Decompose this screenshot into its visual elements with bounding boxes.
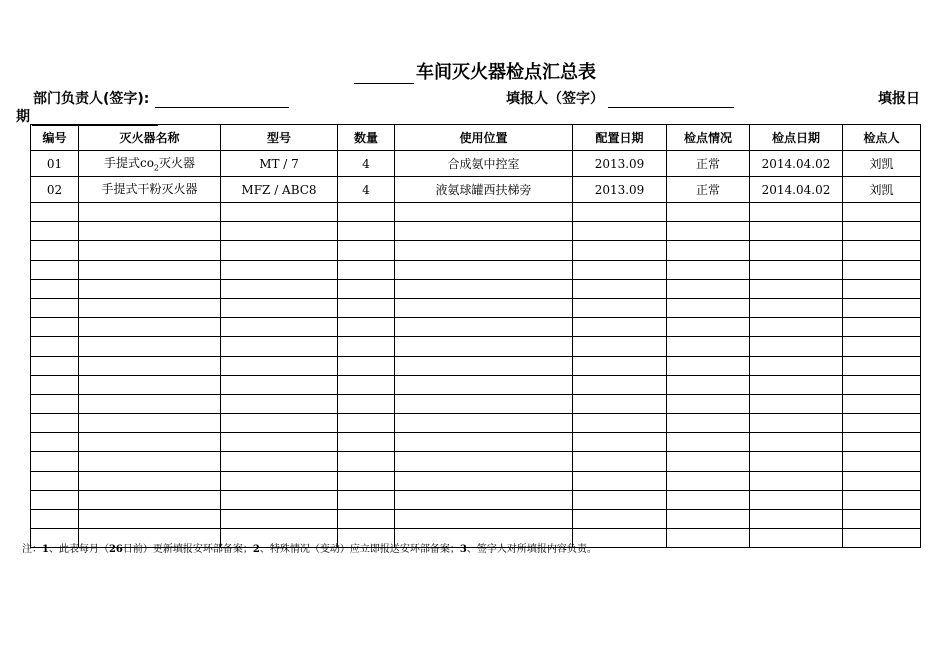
blank-cell[interactable] xyxy=(395,375,573,394)
col-header-model: 型号 xyxy=(221,125,338,151)
blank-cell[interactable] xyxy=(221,222,338,241)
blank-cell[interactable] xyxy=(573,375,667,394)
blank-cell[interactable] xyxy=(79,203,221,222)
blank-cell[interactable] xyxy=(395,298,573,317)
cell-model: MT / 7 xyxy=(221,151,338,177)
blank-cell[interactable] xyxy=(395,222,573,241)
blank-cell[interactable] xyxy=(750,394,843,413)
document-title xyxy=(0,58,950,84)
blank-cell[interactable] xyxy=(573,394,667,413)
blank-cell[interactable] xyxy=(843,222,921,241)
footnote-text-1: 、此表每月（ xyxy=(48,544,109,555)
blank-cell[interactable] xyxy=(79,375,221,394)
blank-cell[interactable] xyxy=(338,490,395,509)
title-text: 车间灭火器检点汇总表 xyxy=(416,62,596,83)
blank-cell[interactable] xyxy=(79,414,221,433)
blank-cell[interactable] xyxy=(31,510,79,529)
blank-cell[interactable] xyxy=(843,452,921,471)
title-blank-line xyxy=(354,65,414,84)
blank-cell[interactable] xyxy=(750,452,843,471)
filler-signature-line[interactable] xyxy=(608,93,734,108)
blank-cell[interactable] xyxy=(79,318,221,337)
blank-cell[interactable] xyxy=(667,490,750,509)
table-row-blank xyxy=(31,298,921,317)
blank-cell[interactable] xyxy=(338,433,395,452)
blank-cell[interactable] xyxy=(395,414,573,433)
cell-quantity: 4 xyxy=(338,151,395,177)
department-head-signature-line[interactable] xyxy=(155,93,289,108)
blank-cell[interactable] xyxy=(573,510,667,529)
blank-cell[interactable] xyxy=(843,490,921,509)
footnote-num-26: 26 xyxy=(108,544,123,555)
table-row-blank xyxy=(31,394,921,413)
blank-cell[interactable] xyxy=(31,433,79,452)
table-row-blank xyxy=(31,433,921,452)
table-row-blank xyxy=(31,222,921,241)
cell-name-suffix: 灭火器 xyxy=(159,156,196,171)
blank-cell[interactable] xyxy=(573,203,667,222)
filler-signature xyxy=(506,88,734,108)
blank-cell[interactable] xyxy=(31,490,79,509)
fill-date-label: 填报日 xyxy=(878,91,920,107)
blank-cell[interactable] xyxy=(79,452,221,471)
blank-cell[interactable] xyxy=(843,471,921,490)
blank-cell[interactable] xyxy=(843,203,921,222)
blank-cell[interactable] xyxy=(843,260,921,279)
cell-config-date: 2013.09 xyxy=(573,151,667,177)
table-row xyxy=(31,177,921,203)
blank-cell[interactable] xyxy=(667,298,750,317)
blank-cell[interactable] xyxy=(31,471,79,490)
blank-cell[interactable] xyxy=(221,203,338,222)
blank-cell[interactable] xyxy=(667,356,750,375)
fill-date-label-continued: 期 xyxy=(16,109,30,125)
blank-cell[interactable] xyxy=(573,433,667,452)
blank-cell[interactable] xyxy=(843,337,921,356)
blank-cell[interactable] xyxy=(395,203,573,222)
cell-model: MFZ / ABC8 xyxy=(221,177,338,203)
cell-inspector: 刘凯 xyxy=(843,151,921,177)
blank-cell[interactable] xyxy=(395,356,573,375)
blank-cell[interactable] xyxy=(573,414,667,433)
blank-cell[interactable] xyxy=(667,260,750,279)
blank-cell[interactable] xyxy=(843,356,921,375)
blank-cell[interactable] xyxy=(221,337,338,356)
blank-cell[interactable] xyxy=(667,203,750,222)
fire-extinguisher-table xyxy=(30,124,921,548)
blank-cell[interactable] xyxy=(573,356,667,375)
blank-cell[interactable] xyxy=(667,529,750,548)
blank-cell[interactable] xyxy=(338,222,395,241)
blank-cell[interactable] xyxy=(338,337,395,356)
blank-cell[interactable] xyxy=(79,433,221,452)
col-header-name: 灭火器名称 xyxy=(79,125,221,151)
cell-config-date: 2013.09 xyxy=(573,177,667,203)
blank-cell[interactable] xyxy=(395,318,573,337)
blank-cell[interactable] xyxy=(221,414,338,433)
blank-cell[interactable] xyxy=(573,241,667,260)
blank-cell[interactable] xyxy=(750,298,843,317)
col-header-location: 使用位置 xyxy=(395,125,573,151)
table-row-blank xyxy=(31,471,921,490)
blank-cell[interactable] xyxy=(573,337,667,356)
blank-cell[interactable] xyxy=(395,490,573,509)
col-header-id: 编号 xyxy=(31,125,79,151)
blank-cell[interactable] xyxy=(573,471,667,490)
cell-check-date: 2014.04.02 xyxy=(750,177,843,203)
table-row-blank xyxy=(31,510,921,529)
blank-cell[interactable] xyxy=(750,356,843,375)
col-header-check-status: 检点情况 xyxy=(667,125,750,151)
blank-cell[interactable] xyxy=(338,356,395,375)
blank-cell[interactable] xyxy=(843,394,921,413)
blank-cell[interactable] xyxy=(221,510,338,529)
blank-cell[interactable] xyxy=(573,279,667,298)
blank-cell[interactable] xyxy=(31,452,79,471)
blank-cell[interactable] xyxy=(79,490,221,509)
footnote-text-2: 日前）更新填报安环部备案； xyxy=(122,544,253,555)
blank-cell[interactable] xyxy=(750,433,843,452)
cell-check-date: 2014.04.02 xyxy=(750,151,843,177)
blank-cell[interactable] xyxy=(221,298,338,317)
blank-cell[interactable] xyxy=(750,529,843,548)
blank-cell[interactable] xyxy=(221,260,338,279)
blank-cell[interactable] xyxy=(221,318,338,337)
blank-cell[interactable] xyxy=(750,490,843,509)
cell-name xyxy=(79,151,221,177)
table-row-blank xyxy=(31,452,921,471)
blank-cell[interactable] xyxy=(338,318,395,337)
blank-cell[interactable] xyxy=(750,260,843,279)
blank-cell[interactable] xyxy=(221,356,338,375)
footnote-text-4: 、签字人对所填报内容负责。 xyxy=(466,544,597,555)
table-row-blank xyxy=(31,414,921,433)
blank-cell[interactable] xyxy=(573,222,667,241)
footnote-num-1: 1 xyxy=(42,544,49,555)
blank-cell[interactable] xyxy=(395,471,573,490)
blank-cell[interactable] xyxy=(31,241,79,260)
blank-cell[interactable] xyxy=(843,433,921,452)
cell-name-text: 手提式干粉灭火器 xyxy=(101,182,198,197)
blank-cell[interactable] xyxy=(31,337,79,356)
blank-cell[interactable] xyxy=(843,375,921,394)
cell-location: 合成氨中控室 xyxy=(395,151,573,177)
table-row-blank xyxy=(31,318,921,337)
blank-cell[interactable] xyxy=(338,203,395,222)
blank-cell[interactable] xyxy=(395,260,573,279)
blank-cell[interactable] xyxy=(750,414,843,433)
blank-cell[interactable] xyxy=(221,241,338,260)
blank-cell[interactable] xyxy=(338,394,395,413)
blank-cell[interactable] xyxy=(667,394,750,413)
col-header-check-date: 检点日期 xyxy=(750,125,843,151)
blank-cell[interactable] xyxy=(667,452,750,471)
blank-cell[interactable] xyxy=(667,471,750,490)
blank-cell[interactable] xyxy=(31,222,79,241)
blank-cell[interactable] xyxy=(395,452,573,471)
blank-cell[interactable] xyxy=(667,318,750,337)
blank-cell[interactable] xyxy=(750,510,843,529)
blank-cell[interactable] xyxy=(750,318,843,337)
blank-cell[interactable] xyxy=(667,414,750,433)
table-row-blank xyxy=(31,279,921,298)
blank-cell[interactable] xyxy=(395,241,573,260)
footnote-text-3: 、特殊情况（变动）应立即报送安环部备案； xyxy=(259,544,460,555)
blank-cell[interactable] xyxy=(79,222,221,241)
blank-cell[interactable] xyxy=(843,279,921,298)
blank-cell[interactable] xyxy=(338,260,395,279)
table-row-blank xyxy=(31,490,921,509)
footnote-prefix: 注： xyxy=(22,544,42,555)
blank-cell[interactable] xyxy=(338,414,395,433)
blank-cell[interactable] xyxy=(667,510,750,529)
blank-cell[interactable] xyxy=(338,471,395,490)
blank-cell[interactable] xyxy=(395,510,573,529)
fill-date xyxy=(16,106,158,126)
blank-cell[interactable] xyxy=(573,298,667,317)
blank-cell[interactable] xyxy=(79,471,221,490)
footnote xyxy=(22,540,597,555)
blank-cell[interactable] xyxy=(338,510,395,529)
blank-cell[interactable] xyxy=(79,260,221,279)
blank-cell[interactable] xyxy=(843,318,921,337)
table-row-blank xyxy=(31,337,921,356)
blank-cell[interactable] xyxy=(79,510,221,529)
filler-label: 填报人（签字） xyxy=(506,91,604,107)
blank-cell[interactable] xyxy=(573,260,667,279)
blank-cell[interactable] xyxy=(750,337,843,356)
blank-cell[interactable] xyxy=(338,452,395,471)
blank-cell[interactable] xyxy=(338,298,395,317)
blank-cell[interactable] xyxy=(667,337,750,356)
footnote-num-3: 3 xyxy=(459,544,467,555)
table-row-blank xyxy=(31,241,921,260)
cell-inspector: 刘凯 xyxy=(843,177,921,203)
blank-cell[interactable] xyxy=(31,375,79,394)
blank-cell[interactable] xyxy=(843,241,921,260)
blank-cell[interactable] xyxy=(31,318,79,337)
cell-id: 02 xyxy=(31,177,79,203)
blank-cell[interactable] xyxy=(79,298,221,317)
blank-cell[interactable] xyxy=(750,241,843,260)
cell-check-status: 正常 xyxy=(667,151,750,177)
blank-cell[interactable] xyxy=(395,337,573,356)
blank-cell[interactable] xyxy=(31,298,79,317)
blank-cell[interactable] xyxy=(573,318,667,337)
table-row xyxy=(31,151,921,177)
blank-cell[interactable] xyxy=(395,433,573,452)
blank-cell[interactable] xyxy=(31,260,79,279)
blank-cell[interactable] xyxy=(667,241,750,260)
blank-cell[interactable] xyxy=(221,452,338,471)
blank-cell[interactable] xyxy=(31,414,79,433)
blank-cell[interactable] xyxy=(667,433,750,452)
cell-quantity: 4 xyxy=(338,177,395,203)
blank-cell[interactable] xyxy=(573,452,667,471)
blank-cell[interactable] xyxy=(338,279,395,298)
blank-cell[interactable] xyxy=(338,375,395,394)
blank-cell[interactable] xyxy=(31,279,79,298)
col-header-quantity: 数量 xyxy=(338,125,395,151)
col-header-inspector: 检点人 xyxy=(843,125,921,151)
blank-cell[interactable] xyxy=(79,241,221,260)
blank-cell[interactable] xyxy=(843,510,921,529)
blank-cell[interactable] xyxy=(750,203,843,222)
blank-cell[interactable] xyxy=(221,279,338,298)
blank-cell[interactable] xyxy=(395,394,573,413)
department-head-signature xyxy=(33,88,289,108)
cell-id: 01 xyxy=(31,151,79,177)
blank-cell[interactable] xyxy=(221,471,338,490)
blank-cell[interactable] xyxy=(843,298,921,317)
blank-cell[interactable] xyxy=(79,394,221,413)
blank-cell[interactable] xyxy=(843,529,921,548)
cell-location: 液氨球罐西扶梯旁 xyxy=(395,177,573,203)
department-head-label: 部门负责人(签字): xyxy=(33,91,150,107)
blank-cell[interactable] xyxy=(31,203,79,222)
blank-cell[interactable] xyxy=(221,490,338,509)
blank-cell[interactable] xyxy=(395,279,573,298)
cell-name-text: 手提式co xyxy=(103,156,154,171)
blank-cell[interactable] xyxy=(221,433,338,452)
blank-cell[interactable] xyxy=(79,356,221,375)
col-header-config-date: 配置日期 xyxy=(573,125,667,151)
blank-cell[interactable] xyxy=(750,471,843,490)
blank-cell[interactable] xyxy=(843,414,921,433)
blank-cell[interactable] xyxy=(667,375,750,394)
blank-cell[interactable] xyxy=(750,222,843,241)
cell-name xyxy=(79,177,221,203)
blank-cell[interactable] xyxy=(750,279,843,298)
table-row-blank xyxy=(31,356,921,375)
blank-cell[interactable] xyxy=(79,337,221,356)
cell-check-status: 正常 xyxy=(667,177,750,203)
blank-cell[interactable] xyxy=(221,394,338,413)
blank-cell[interactable] xyxy=(31,356,79,375)
footnote-num-2: 2 xyxy=(252,544,260,555)
blank-cell[interactable] xyxy=(667,279,750,298)
blank-cell[interactable] xyxy=(667,222,750,241)
blank-cell[interactable] xyxy=(31,394,79,413)
blank-cell[interactable] xyxy=(750,375,843,394)
blank-cell[interactable] xyxy=(573,490,667,509)
blank-cell[interactable] xyxy=(221,375,338,394)
blank-cell[interactable] xyxy=(338,241,395,260)
table-header-row xyxy=(31,125,921,151)
blank-cell[interactable] xyxy=(79,279,221,298)
cell-name-subscript: 2 xyxy=(153,163,160,173)
table-row-blank xyxy=(31,375,921,394)
table-row-blank xyxy=(31,203,921,222)
table-row-blank xyxy=(31,260,921,279)
